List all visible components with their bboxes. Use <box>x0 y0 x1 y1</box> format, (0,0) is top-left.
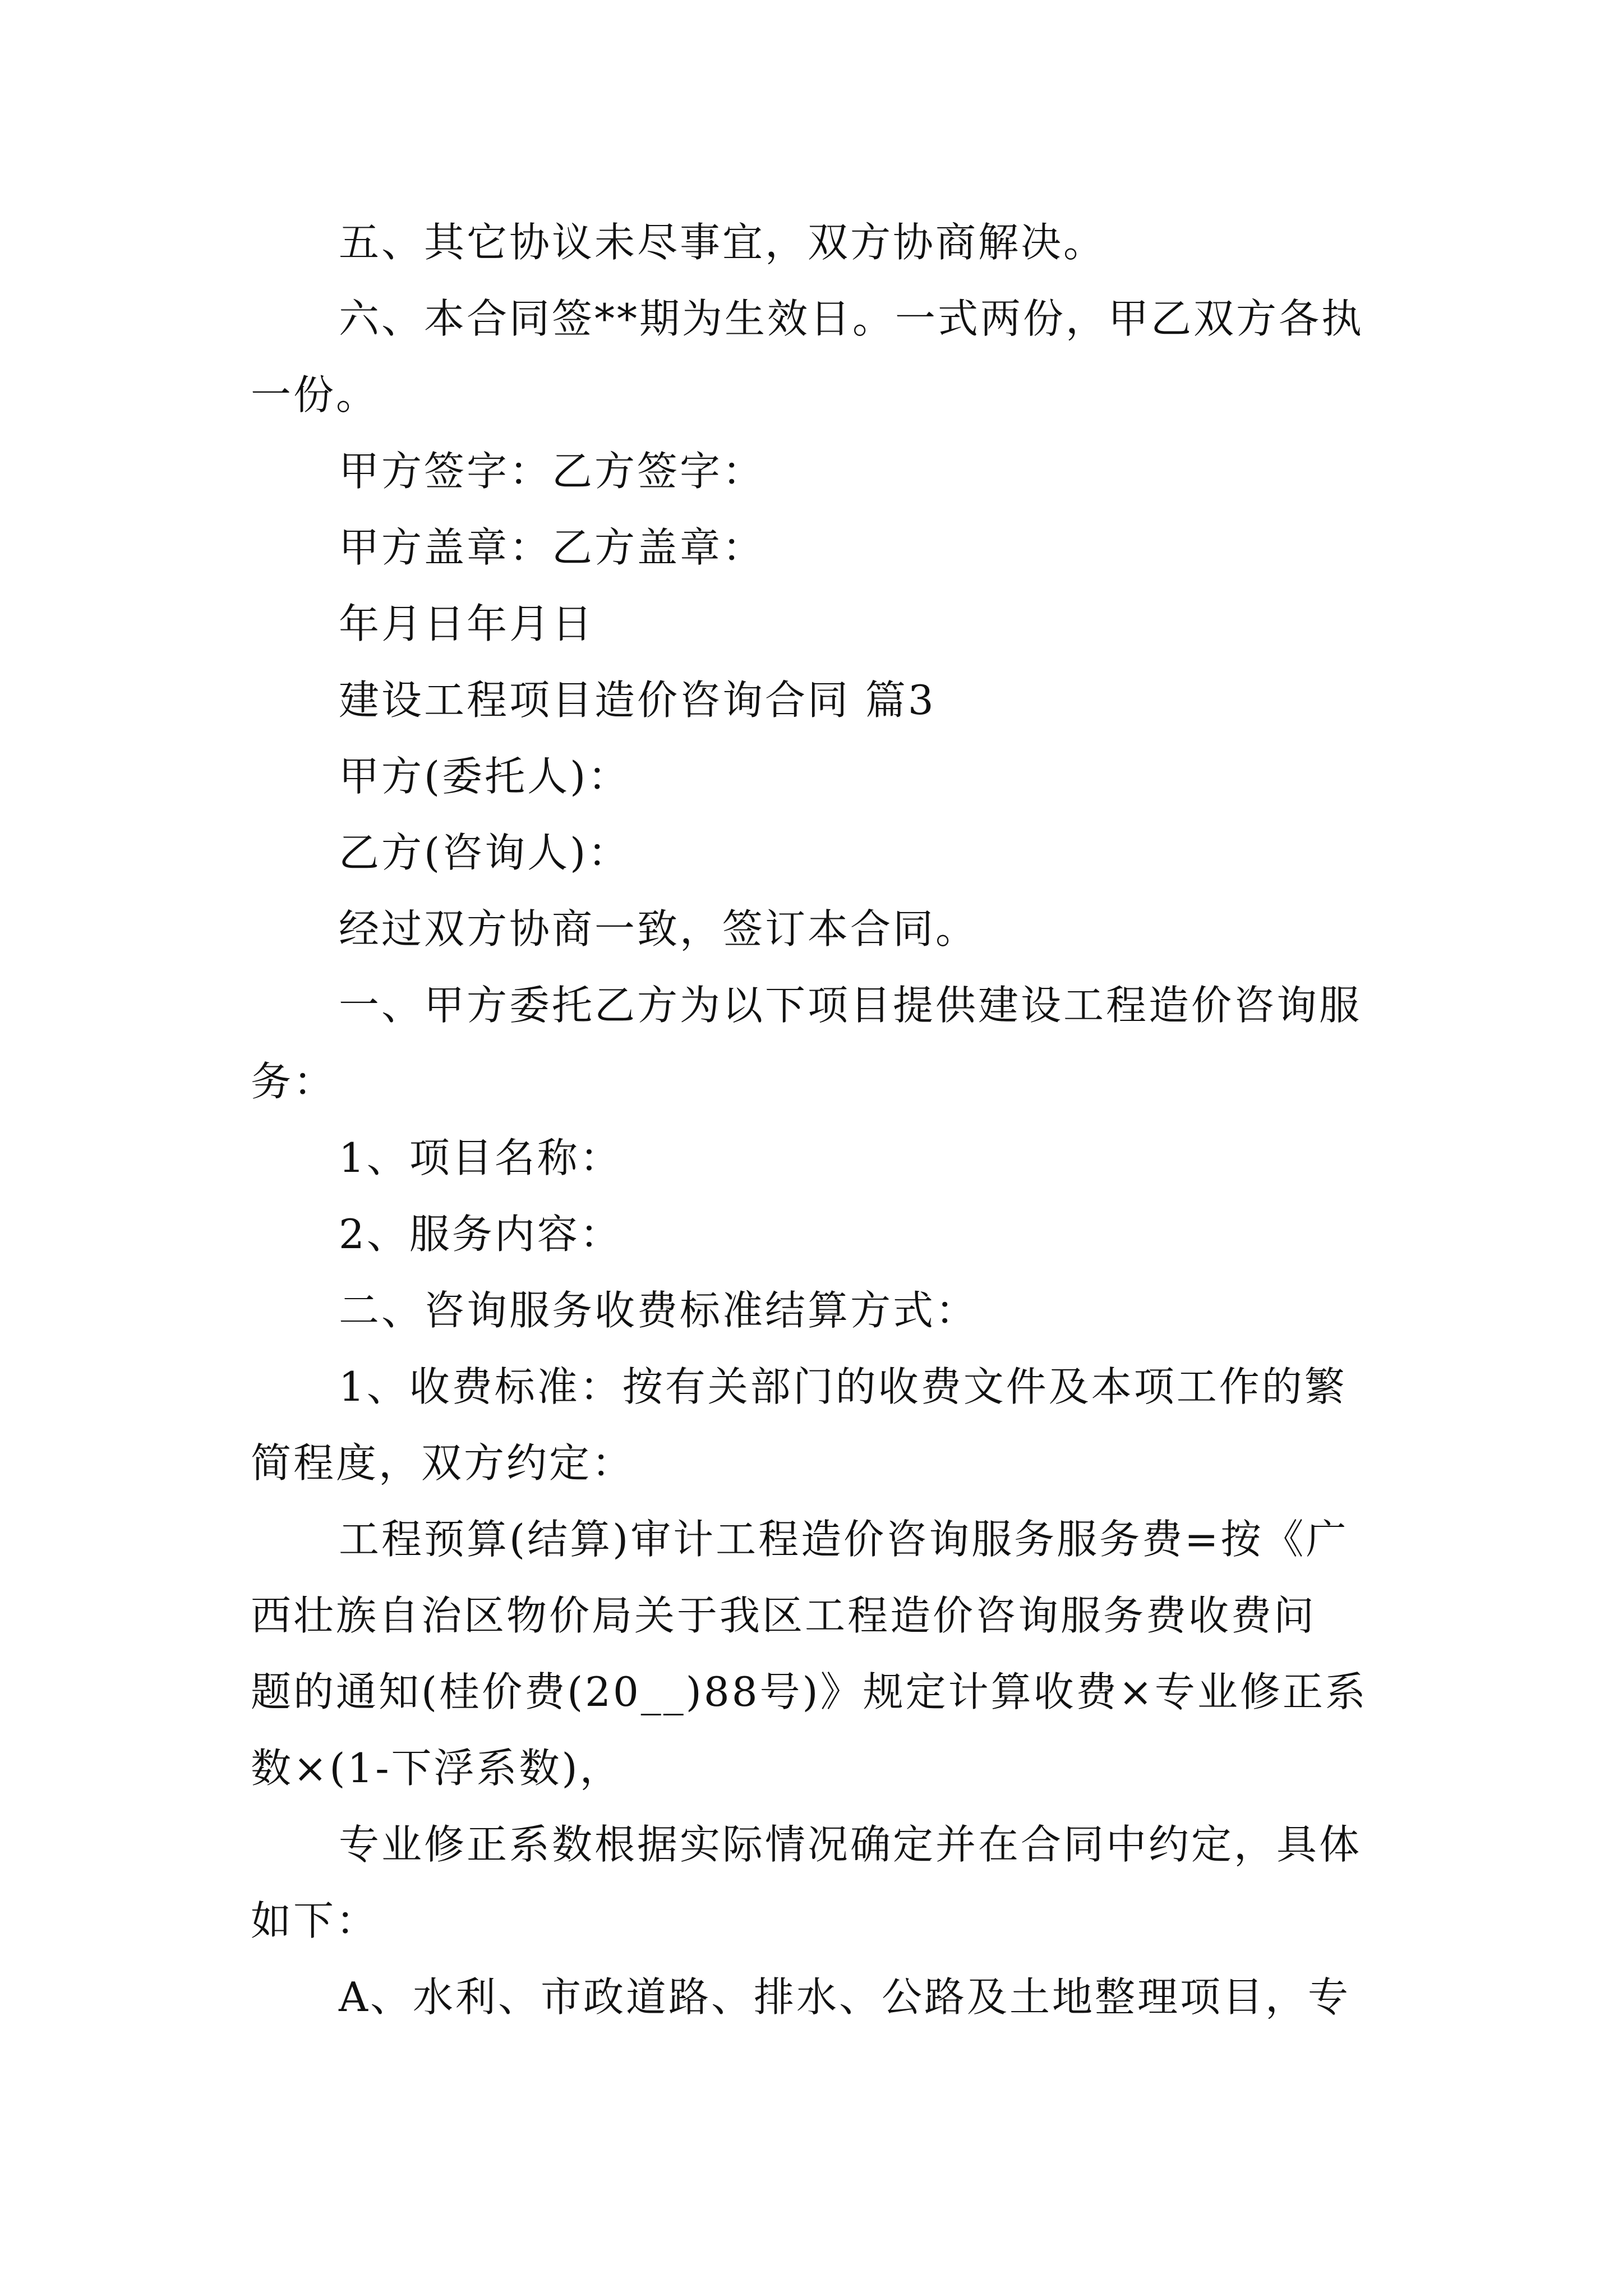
paragraph-line: 一份。 <box>251 371 379 418</box>
paragraph-line: A、水利、市政道路、排水、公路及土地整理项目，专 <box>339 1973 1350 2021</box>
paragraph-line: 乙方(咨询人)： <box>339 829 631 876</box>
paragraph-line: 1、收费标准：按有关部门的收费文件及本项工作的繁 <box>339 1363 1347 1410</box>
paragraph-line: 题的通知(桂价费(20__)88号)》规定计算收费×专业修正系 <box>251 1668 1368 1715</box>
paragraph-line: 务： <box>251 1058 336 1105</box>
paragraph-line: 六、本合同签**期为生效日。一式两份，甲乙双方各执 <box>339 295 1364 342</box>
paragraph-line: 经过双方协商一致，签订本合同。 <box>339 905 979 953</box>
paragraph-line: 数×(1-下浮系数)， <box>251 1745 623 1792</box>
paragraph-line: 西壮族自治区物价局关于我区工程造价咨询服务费收费问 <box>251 1592 1317 1639</box>
paragraph-line: 甲方盖章：乙方盖章： <box>339 524 766 571</box>
paragraph-line: 甲方签字：乙方签字： <box>339 448 766 495</box>
paragraph-line: 1、项目名称： <box>339 1134 623 1181</box>
paragraph-line: 简程度，双方约定： <box>251 1439 635 1487</box>
paragraph-line: 年月日年月日 <box>339 600 595 647</box>
paragraph-line: 五、其它协议未尽事宜，双方协商解决。 <box>339 219 1106 266</box>
paragraph-line: 专业修正系数根据实际情况确定并在合同中约定，具体 <box>339 1821 1362 1868</box>
paragraph-line: 二、咨询服务收费标准结算方式： <box>339 1287 979 1334</box>
section-heading: 建设工程项目造价咨询合同 篇3 <box>339 677 936 724</box>
paragraph-line: 一、甲方委托乙方为以下项目提供建设工程造价咨询服 <box>339 982 1362 1029</box>
paragraph-line: 如下： <box>251 1897 379 1944</box>
paragraph-line: 工程预算(结算)审计工程造价咨询服务服务费=按《广 <box>339 1516 1349 1563</box>
paragraph-line: 2、服务内容： <box>339 1211 623 1258</box>
paragraph-line: 甲方(委托人)： <box>339 753 631 800</box>
